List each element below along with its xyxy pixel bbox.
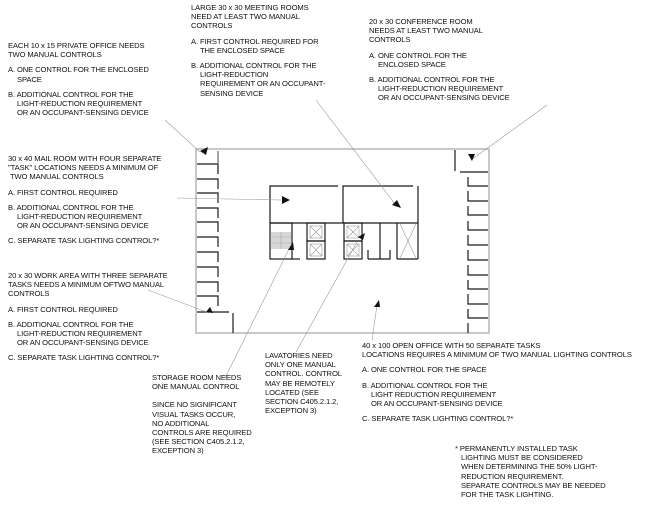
- note-heading: ONE MANUAL CONTROL: [152, 382, 240, 392]
- stair-icon: [271, 232, 291, 249]
- footnote-line: LIGHTING MUST BE CONSIDERED: [461, 453, 583, 463]
- note-item: ENCLOSED SPACE: [378, 59, 446, 69]
- note-heading: 20 x 30 CONFERENCE ROOM: [369, 17, 473, 26]
- note-item: A. ONE CONTROL FOR THE: [369, 50, 467, 60]
- leader-lines: [148, 100, 547, 378]
- note-heading: SECTION C405.2.1.2,: [265, 397, 339, 407]
- note-heading: MAY BE REMOTELY: [265, 378, 335, 388]
- note-heading: LOCATED (SEE: [265, 387, 319, 397]
- note-heading: CONTROLS: [369, 35, 411, 45]
- note-item: (SEE SECTION C405.2.1.2,: [152, 437, 245, 447]
- note-item: SENSING DEVICE: [200, 88, 264, 98]
- note-item: B. ADDITIONAL CONTROL FOR THE: [8, 89, 134, 99]
- note-storage-room: [152, 373, 252, 462]
- note-item: THE ENCLOSED SPACE: [200, 45, 285, 55]
- note-heading: TWO MANUAL CONTROLS: [8, 50, 102, 60]
- note-heading: EACH 10 x 15 PRIVATE OFFICE NEEDS: [8, 41, 145, 50]
- note-item: LIGHT REDUCTION REQUIREMENT: [371, 389, 496, 399]
- private-offices-east: [455, 150, 488, 333]
- note-mail-room: [8, 154, 161, 252]
- note-item: OR AN OCCUPANT-SENSING DEVICE: [378, 93, 510, 103]
- note-item: OR AN OCCUPANT-SENSING DEVICE: [371, 399, 503, 409]
- note-item: B. ADDITIONAL CONTROL FOR THE: [8, 319, 134, 329]
- note-lavatories: [265, 351, 342, 421]
- note-heading: TASKS NEEDS A MINIMUM OFTWO MANUAL: [8, 280, 164, 290]
- note-item: LIGHT-REDUCTION REQUIREMENT: [17, 212, 143, 222]
- note-item: VISUAL TASKS OCCUR,: [152, 409, 236, 419]
- note-heading: NEEDS AT LEAST TWO MANUAL: [369, 26, 483, 36]
- note-heading: TWO MANUAL CONTROLS: [10, 172, 104, 182]
- note-heading: 40 x 100 OPEN OFFICE WITH 50 SEPARATE TASKS: [362, 341, 541, 350]
- note-item: EXCEPTION 3): [152, 446, 204, 456]
- note-heading: STORAGE ROOM NEEDS: [152, 373, 242, 382]
- note-item: A. ONE CONTROL FOR THE ENCLOSED: [8, 65, 149, 75]
- note-heading: CONTROLS: [8, 289, 50, 299]
- note-item: LIGHT-REDUCTION REQUIREMENT: [17, 329, 143, 339]
- note-item: A. FIRST CONTROL REQUIRED FOR: [191, 36, 319, 46]
- note-item: OR AN OCCUPANT-SENSING DEVICE: [17, 338, 149, 348]
- note-heading: 20 x 30 WORK AREA WITH THREE SEPARATE: [8, 271, 168, 280]
- note-item: OR AN OCCUPANT-SENSING DEVICE: [17, 108, 149, 118]
- note-item: SINCE NO SIGNIFICANT: [152, 400, 237, 410]
- note-item: C. SEPARATE TASK LIGHTING CONTROL?*: [8, 353, 160, 363]
- note-heading: LAVATORIES NEED: [265, 351, 333, 360]
- note-item: C. SEPARATE TASK LIGHTING CONTROL?*: [8, 236, 160, 246]
- building-outline: [196, 149, 489, 333]
- note-item: A. FIRST CONTROL REQUIRED: [8, 304, 118, 314]
- note-heading: NEED AT LEAST TWO MANUAL: [191, 12, 300, 22]
- note-footnote: [455, 444, 605, 505]
- note-conference-room: [369, 17, 510, 109]
- note-heading: LARGE 30 x 30 MEETING ROOMS: [191, 3, 309, 12]
- note-work-area: [8, 271, 168, 369]
- note-item: B. ADDITIONAL CONTROL FOR THE: [191, 61, 317, 71]
- private-offices-west: [197, 151, 233, 333]
- note-private-office: [8, 41, 149, 123]
- note-item: CONTROLS ARE REQUIRED: [152, 428, 252, 438]
- footnote-line: WHEN DETERMINING THE 50% LIGHT-: [461, 462, 598, 472]
- elevator-icons: [310, 224, 416, 258]
- note-heading: ONLY ONE MANUAL: [265, 360, 336, 370]
- note-item: SPACE: [17, 74, 42, 84]
- note-heading: CONTROLS: [191, 21, 233, 31]
- note-item: A. ONE CONTROL FOR THE SPACE: [362, 365, 487, 375]
- note-item: NO ADDITIONAL: [152, 418, 210, 428]
- note-item: LIGHT-REDUCTION REQUIREMENT: [17, 99, 143, 109]
- note-item: B. ADDITIONAL CONTROL FOR THE: [8, 202, 134, 212]
- note-item: B. ADDITIONAL CONTROL FOR THE: [362, 380, 488, 390]
- note-item: B. ADDITIONAL CONTROL FOR THE: [369, 75, 495, 85]
- footnote-line: SEPARATE CONTROLS MAY BE NEEDED: [461, 480, 606, 490]
- note-item: A. FIRST CONTROL REQUIRED: [8, 187, 118, 197]
- note-heading: EXCEPTION 3): [265, 406, 317, 416]
- note-meeting-rooms: [191, 3, 325, 104]
- note-item: LIGHT-REDUCTION REQUIREMENT: [378, 84, 504, 94]
- note-heading: CONTROL. CONTROL: [265, 369, 342, 379]
- note-open-office: [362, 341, 632, 429]
- footnote-line: * PERMANENTLY INSTALLED TASK: [455, 444, 578, 453]
- note-item: LIGHT-REDUCTION: [200, 70, 269, 80]
- note-item: REQUIREMENT OR AN OCCUPANT-: [200, 79, 326, 89]
- note-item: OR AN OCCUPANT-SENSING DEVICE: [17, 221, 149, 231]
- arrowhead-icons: [200, 147, 475, 313]
- footnote-line: FOR THE TASK LIGHTING.: [461, 490, 554, 500]
- note-item: C. SEPARATE TASK LIGHTING CONTROL?*: [362, 414, 514, 424]
- note-heading: LOCATIONS REQUIRES A MINIMUM OF TWO MANUAL LIGHTING CONTROLS: [362, 350, 632, 360]
- footnote-line: REDUCTION REQUIREMENT.: [461, 471, 564, 481]
- note-heading: "TASK" LOCATIONS NEEDS A MINIMUM OF: [8, 163, 159, 173]
- note-heading: 30 x 40 MAIL ROOM WITH FOUR SEPARATE: [8, 154, 162, 163]
